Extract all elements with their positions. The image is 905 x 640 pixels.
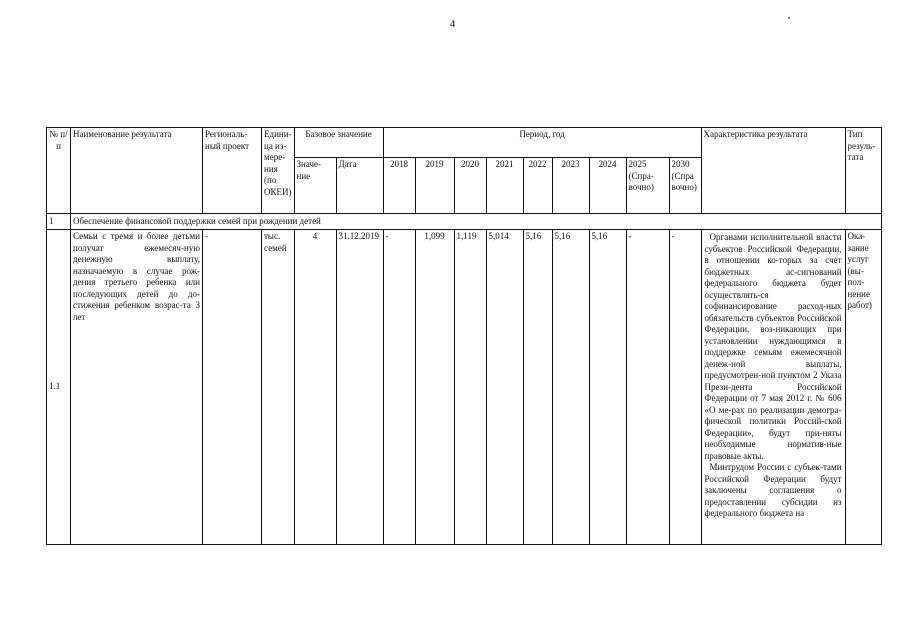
header-type: Тип резуль-тата (845, 128, 881, 214)
header-year-2020: 2020 (454, 158, 486, 214)
header-year-2018: 2018 (383, 158, 415, 214)
header-year-2025: 2025 (Спра-вочно) (626, 158, 669, 214)
header-num: № п/п (47, 128, 71, 214)
header-unit: Едини-ца из-мере-ния (по ОКЕИ) (262, 128, 295, 214)
row-value-2020: 1,119 (454, 230, 486, 545)
characteristic-paragraph-2: Минтрудом России с субъек-тами Российской Федерации будут заключены соглашения о предоставлении субсидии из федерального бюджета на (704, 462, 842, 518)
row-characteristic (701, 230, 845, 545)
row-value-2023: 5,16 (552, 230, 589, 545)
header-year-2024: 2024 (589, 158, 626, 214)
row-value-2022: 5,16 (523, 230, 552, 545)
page-number: 4 (449, 18, 456, 30)
header-year-2030: 2030 (Спра вочно) (669, 158, 701, 214)
header-period: Период, год (383, 128, 701, 158)
header-base-value: Значе-ние (294, 158, 336, 214)
row-unit: тыс. семей (262, 230, 295, 545)
row-value-2021: 5,014 (486, 230, 523, 545)
header-name: Наименование результата (71, 128, 203, 214)
header-year-2021: 2021 (486, 158, 523, 214)
header-year-2022: 2022 (523, 158, 552, 214)
row-value-2024: 5,16 (589, 230, 626, 545)
header-year-2019: 2019 (415, 158, 454, 214)
row-base-date: 31.12.2019 (336, 230, 383, 545)
row-value-2019: 1,099 (415, 230, 454, 545)
header-year-2023: 2023 (552, 158, 589, 214)
characteristic-paragraph-1: Органами исполнительной власти субъектов Российской Федерации, в отношении ко-торых за счет бюджетных ас-сигнований федерального бюджета будет осуществлять-ся софинансирование расход-ных обязательств субъектов Российской Федерации, воз-никающих при установлении нуждающимся в поддержке семьям ежемесячной денеж-ной выплаты, предусмотрен-ной пунктом 2 Указа Прези-дента Российской Федерации от 7 мая 2012 г. № 606 «О ме-рах по реализации демогра-фической политики Россий-ской Федерации», будут при-няты необходимые норматив-ные правовые акты. (704, 232, 842, 461)
header-characteristic: Характеристика результата (701, 128, 845, 214)
scan-speck (788, 17, 790, 19)
row-name: Семьи с тремя и более детьми получат ежемесяч-ную денежную выплату, назначаемую в случае рож-дения третьего ребенка или последующих детей до до-стижения ребенком возрас-та 3 лет (71, 230, 203, 545)
row-regional: - (203, 230, 262, 545)
section-row (47, 214, 882, 230)
row-value-2030: - (669, 230, 701, 545)
header-base-date: Дата (336, 158, 383, 214)
section-num: 1 (47, 214, 71, 230)
results-table (46, 127, 882, 545)
section-title: Обеспечение финансовой поддержки семей при рождении детей (71, 214, 882, 230)
row-num: 1.1 (47, 230, 71, 545)
header-base: Базовое значение (294, 128, 383, 158)
table-row (47, 230, 882, 545)
row-base-value: 4 (294, 230, 336, 545)
row-value-2018: - (383, 230, 415, 545)
header-regional: Региональ-ный проект (203, 128, 262, 214)
row-type: Ока-зание услуг (вы-пол-нение работ) (845, 230, 881, 545)
row-value-2025: - (626, 230, 669, 545)
